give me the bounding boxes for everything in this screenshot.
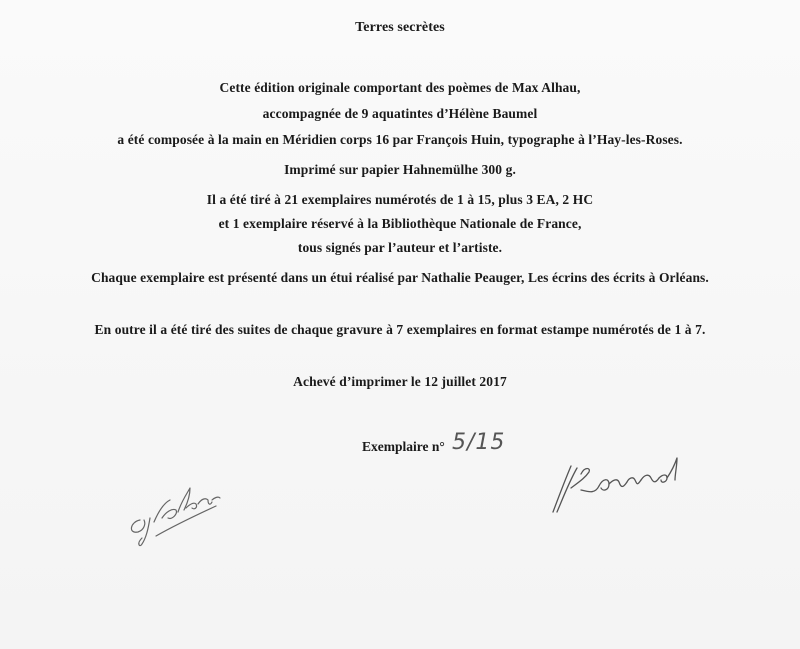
colophon-line-bnf: et 1 exemplaire réservé à la Bibliothèque Nationale de France, xyxy=(218,216,582,231)
artist-signature xyxy=(545,452,695,522)
colophon-line-date: Achevé d’imprimer le 12 juillet 2017 xyxy=(293,374,507,389)
colophon-line-edition: Il a été tiré à 21 exemplaires numérotés de 1 à 15, plus 3 EA, 2 HC xyxy=(206,192,594,207)
colophon-line-case: Chaque exemplaire est présenté dans un étui réalisé par Nathalie Peauger, Les écrins des écrits à Orléans. xyxy=(91,270,709,285)
colophon-line-paper: Imprimé sur papier Hahnemülhe 300 g. xyxy=(284,162,516,177)
page-title: Terres secrètes xyxy=(355,20,445,35)
colophon-line-suites: En outre il a été tiré des suites de chaque gravure à 7 exemplaires en format estampe numérotés de 1 à 7. xyxy=(94,322,706,337)
exemplaire-number: 5/15 xyxy=(452,430,506,455)
colophon-line-1: Cette édition originale comportant des poèmes de Max Alhau, xyxy=(219,80,581,95)
exemplaire-label: Exemplaire n° xyxy=(362,439,445,454)
author-signature xyxy=(120,478,230,550)
colophon-line-signed: tous signés par l’auteur et l’artiste. xyxy=(297,240,503,255)
colophon-line-3: a été composée à la main en Méridien corps 16 par François Huin, typographe à l’Hay-les-Roses. xyxy=(117,132,683,147)
colophon-line-2: accompagnée de 9 aquatintes d’Hélène Baumel xyxy=(262,106,538,121)
